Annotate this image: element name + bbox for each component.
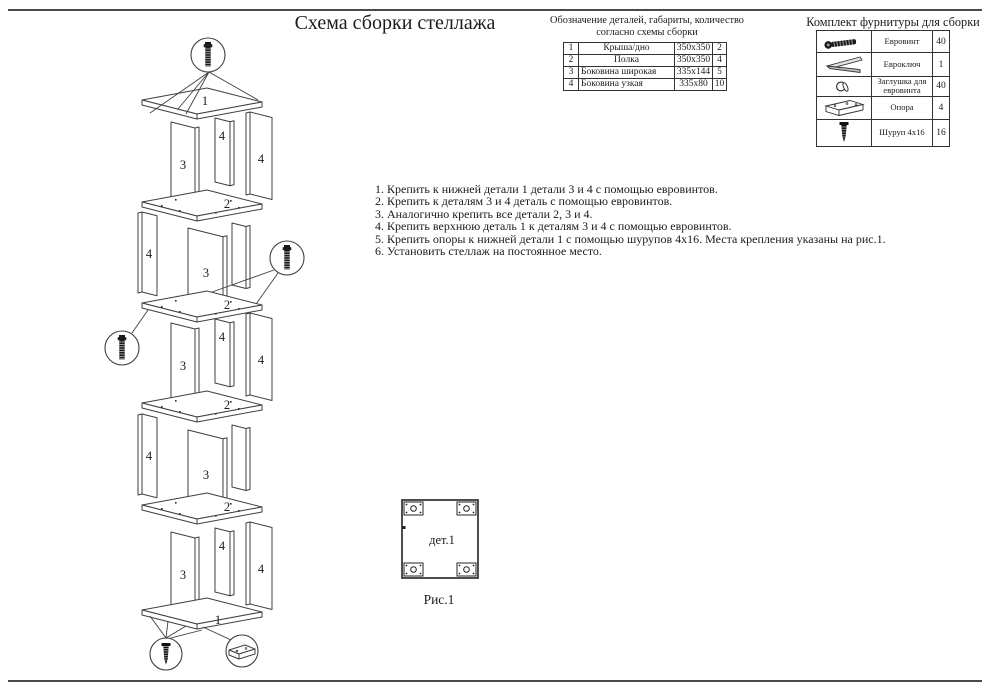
screw-hole-dot: [175, 400, 177, 402]
screw-hole-dot: [161, 205, 163, 207]
bracket-dot: [420, 512, 422, 514]
part-size: 350x350: [675, 55, 713, 67]
hardware-icon-cell: [817, 96, 872, 119]
screw-hole-dot: [230, 401, 232, 403]
instruction-line: 3. Аналогично крепить все детали 2, 3 и 4.: [375, 206, 593, 221]
part-num: 2: [564, 55, 579, 67]
hardware-icon-cell: [817, 53, 872, 77]
screw-hole-dot: [179, 411, 181, 413]
screw-hole-dot: [238, 308, 240, 310]
bracket-dot: [459, 565, 461, 567]
part-label: 4: [257, 353, 265, 367]
screw-hole-dot: [238, 408, 240, 410]
wood-screw-icon: [820, 120, 868, 145]
bracket-hole: [464, 506, 470, 512]
part-label: 4: [145, 449, 153, 463]
panel-edge: [230, 531, 234, 596]
part-label: 3: [179, 359, 187, 373]
assembly-diagram: [40, 30, 340, 682]
hardware-row: [817, 96, 950, 119]
bracket-dot: [406, 504, 408, 506]
cap-icon: [820, 78, 868, 95]
part-label: 4: [218, 330, 226, 344]
leader-line: [254, 273, 278, 307]
part-name: Крыша/дно: [579, 43, 675, 55]
part-size: 335x80: [675, 79, 713, 91]
hex-key-icon: [820, 54, 868, 76]
screw-hole-dot: [175, 199, 177, 201]
part-qty: 2: [713, 43, 727, 55]
screw-hole-dot: [161, 406, 163, 408]
bracket-dot: [420, 504, 422, 506]
figure-caption: Рис.1: [423, 592, 455, 607]
hardware-qty: 1: [933, 53, 950, 77]
page-title: Схема сборки стеллажа: [294, 12, 496, 34]
hardware-qty: 16: [933, 119, 950, 146]
bracket-dot: [459, 512, 461, 514]
leader-line: [203, 627, 231, 640]
panel-face: [232, 223, 246, 289]
screw-hole-dot: [179, 311, 181, 313]
euro-screw-icon: [820, 32, 868, 52]
support-icon: [820, 97, 868, 119]
screw-hole-dot: [175, 300, 177, 302]
part-label: 4: [257, 562, 265, 576]
screw-hole-dot: [238, 207, 240, 209]
screw-hole-dot: [230, 503, 232, 505]
part-label: 4: [145, 247, 153, 261]
parts-heading-line1: Обозначение деталей, габариты, количество: [550, 15, 744, 26]
screw-hole-dot: [179, 210, 181, 212]
hardware-qty: 40: [933, 77, 950, 97]
part-size: 350x350: [675, 43, 713, 55]
parts-table: [563, 42, 727, 91]
instruction-line: 6. Установить стеллаж на постоянное место.: [375, 244, 602, 259]
bracket-dot: [406, 565, 408, 567]
part-qty: 4: [713, 55, 727, 67]
bracket-dot: [473, 573, 475, 575]
instruction-line: 5. Крепить опоры к нижней детали 1 с помощью шурупов 4x16. Места крепления указаны на рис.1.: [375, 231, 886, 246]
screw-hole-dot: [215, 313, 217, 315]
hardware-name: Шуруп 4x16: [872, 119, 933, 146]
instruction-line: 1. Крепить к нижней детали 1 детали 3 и 4 с помощью евровинтов.: [375, 182, 718, 196]
part-num: 3: [564, 67, 579, 79]
screw-hole-dot: [179, 513, 181, 515]
leader-line: [166, 626, 186, 638]
bracket-hole: [411, 567, 417, 573]
part-label: 3: [179, 568, 187, 582]
screw-hole-dot: [230, 200, 232, 202]
part-label: 2: [223, 197, 231, 211]
parts-heading-line2: согласно схемы сборки: [596, 27, 698, 39]
panel-edge: [230, 121, 234, 186]
part-label: 1: [214, 613, 222, 627]
part-name: Боковина широкая: [579, 67, 675, 79]
part-size: 335x144: [675, 67, 713, 79]
bracket-dot: [459, 573, 461, 575]
part-qty: 10: [713, 79, 727, 91]
part-label: 2: [223, 298, 231, 312]
hardware-name: Опора: [872, 96, 933, 119]
bracket-hole: [464, 567, 470, 573]
hardware-icon-cell: [817, 119, 872, 146]
panel-edge: [138, 212, 142, 293]
hardware-qty: 40: [933, 31, 950, 53]
instruction-line: 4. Крепить верхнюю деталь 1 к деталям 3 и 4 с помощью евровинтов.: [375, 219, 732, 234]
bracket-dot: [420, 573, 422, 575]
hardware-row: [817, 77, 950, 97]
bracket-dot: [473, 512, 475, 514]
bracket-dot: [459, 504, 461, 506]
panel-edge: [246, 313, 250, 396]
leader-line: [132, 310, 148, 333]
screw-hole-dot: [215, 515, 217, 517]
part-name: Полка: [579, 55, 675, 67]
hardware-table: [816, 30, 950, 147]
parts-row: [564, 79, 727, 91]
screw-hole-dot: [230, 301, 232, 303]
panel-edge: [246, 522, 250, 605]
bracket-dot: [420, 565, 422, 567]
leader-line: [166, 621, 168, 638]
hardware-name: Евроключ: [872, 53, 933, 77]
part-num: 4: [564, 79, 579, 91]
part-label: 2: [223, 398, 231, 412]
hardware-name: Евровинт: [872, 31, 933, 53]
screw-hole-dot: [238, 510, 240, 512]
hardware-row: [817, 119, 950, 146]
hardware-icon-cell: [817, 31, 872, 53]
part-label: 1: [201, 94, 209, 108]
part-label: 3: [202, 266, 210, 280]
edge-mark: [403, 526, 406, 529]
parts-row: [564, 67, 727, 79]
part-label: 3: [179, 158, 187, 172]
det1-label: дет.1: [429, 533, 455, 547]
bracket-dot: [406, 512, 408, 514]
screw-hole-dot: [175, 502, 177, 504]
hardware-name: Заглушка для евровинта: [872, 77, 933, 97]
part-qty: 5: [713, 67, 727, 79]
part-label: 4: [218, 539, 226, 553]
parts-row: [564, 55, 727, 67]
panel-edge: [138, 414, 142, 495]
part-num: 1: [564, 43, 579, 55]
bracket-dot: [406, 573, 408, 575]
assembly-instructions: [375, 183, 886, 257]
instruction-line: 2. Крепить к деталям 3 и 4 деталь с помощью евровинтов.: [375, 194, 673, 209]
part-label: 4: [257, 152, 265, 166]
panel-edge: [230, 322, 234, 387]
screw-hole-dot: [161, 508, 163, 510]
screw-hole-dot: [161, 306, 163, 308]
top-rule: [8, 9, 982, 11]
part-name: Боковина узкая: [579, 79, 675, 91]
part-label: 2: [223, 500, 231, 514]
parts-table-heading: [538, 15, 756, 40]
screw-hole-dot: [215, 212, 217, 214]
hardware-row: [817, 31, 950, 53]
hardware-icon-cell: [817, 77, 872, 97]
part-label: 3: [202, 468, 210, 482]
det1-figure: [398, 497, 488, 585]
panel-edge: [246, 112, 250, 195]
panel-edge: [246, 428, 250, 491]
screw-hole-dot: [215, 413, 217, 415]
bracket-hole: [411, 506, 417, 512]
hardware-row: [817, 53, 950, 77]
panel-face: [232, 425, 246, 491]
bracket-dot: [473, 504, 475, 506]
parts-row: [564, 43, 727, 55]
hardware-qty: 4: [933, 96, 950, 119]
bracket-dot: [473, 565, 475, 567]
part-label: 4: [218, 129, 226, 143]
hardware-title: Комплект фурнитуры для сборки: [806, 15, 980, 29]
